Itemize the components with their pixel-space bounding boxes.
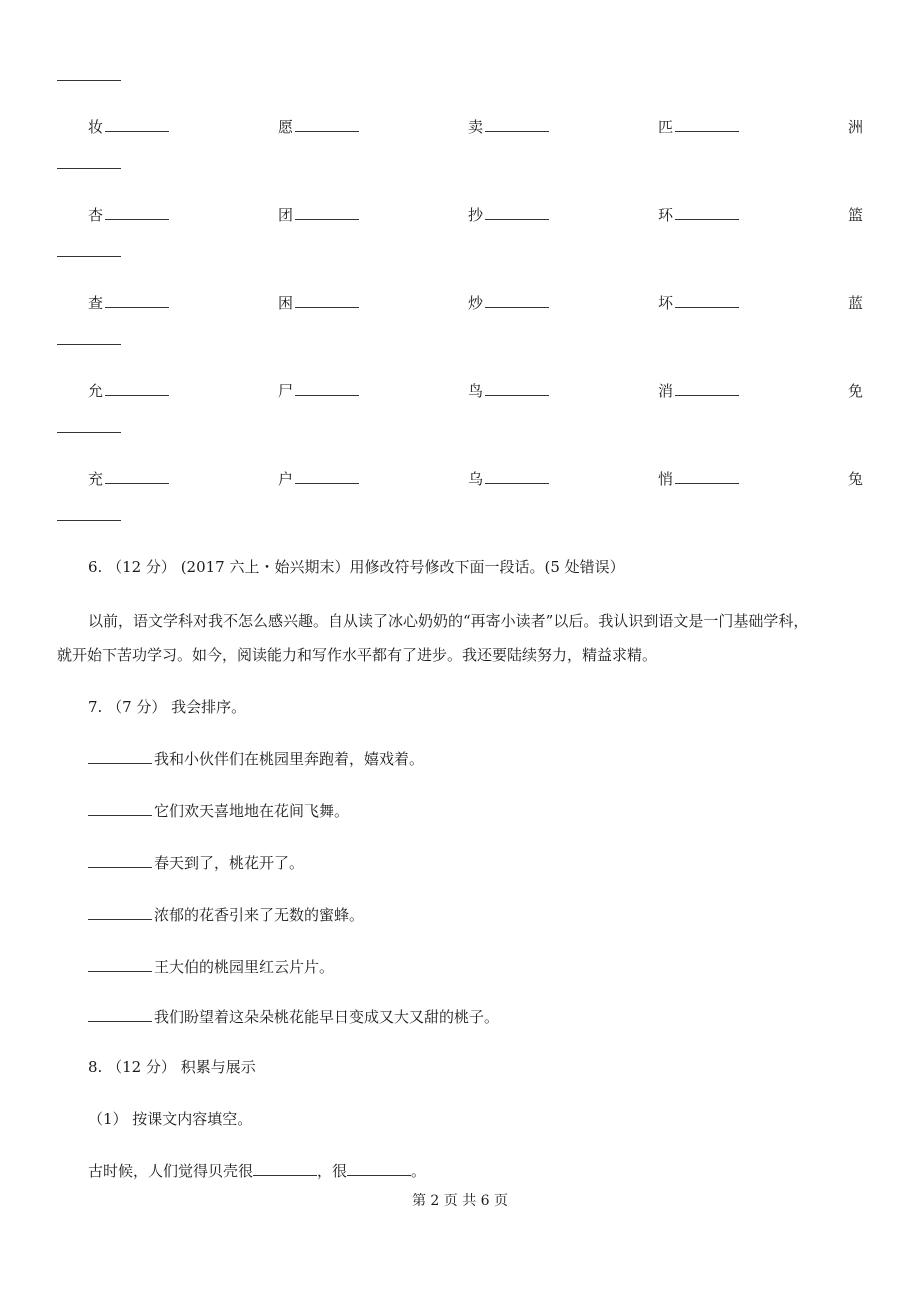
answer-blank[interactable] <box>105 218 169 220</box>
char-cell: 篮 <box>848 206 864 224</box>
order-blank[interactable] <box>88 970 152 972</box>
char-row-5 <box>0 468 920 490</box>
sequence-item: 春天到了，桃花开了。 <box>88 852 304 873</box>
answer-blank[interactable] <box>295 394 359 396</box>
answer-blank[interactable] <box>105 306 169 308</box>
order-blank[interactable] <box>88 762 152 764</box>
answer-blank[interactable] <box>675 218 739 220</box>
char-row-3 <box>0 292 920 314</box>
answer-blank[interactable] <box>57 168 121 169</box>
char-cell: 困 <box>278 292 359 313</box>
char-cell: 匹 <box>658 116 739 137</box>
q6-paragraph-line-1: 以前，语文学科对我不怎么感兴趣。自从读了冰心奶奶的“再寄小读者”以后。我认识到语文是一门基础学科， <box>88 612 809 630</box>
char-cell: 杏 <box>88 204 169 225</box>
answer-blank[interactable] <box>675 394 739 396</box>
char-cell: 兔 <box>848 470 864 488</box>
char-row-4 <box>0 380 920 402</box>
answer-blank[interactable] <box>105 130 169 132</box>
char-cell: 团 <box>278 204 359 225</box>
order-blank[interactable] <box>88 866 152 868</box>
answer-blank[interactable] <box>105 482 169 484</box>
question-6-header: 6. （12 分） (2017 六上・始兴期末）用修改符号修改下面一段话。(5 处错误） <box>88 558 625 576</box>
question-7-header: 7. （7 分） 我会排序。 <box>88 698 247 716</box>
answer-blank[interactable] <box>105 394 169 396</box>
char-cell: 悄 <box>658 468 739 489</box>
answer-blank[interactable] <box>485 394 549 396</box>
sequence-item: 我们盼望着这朵朵桃花能早日变成又大又甜的桃子。 <box>88 1006 499 1027</box>
answer-blank[interactable] <box>295 218 359 220</box>
sequence-item: 我和小伙伴们在桃园里奔跑着，嬉戏着。 <box>88 748 424 769</box>
answer-blank[interactable] <box>485 130 549 132</box>
char-cell: 炒 <box>468 292 549 313</box>
char-row-1 <box>0 116 920 138</box>
char-cell: 鸟 <box>468 380 549 401</box>
answer-blank[interactable] <box>675 306 739 308</box>
answer-blank[interactable] <box>347 1174 411 1176</box>
question-8-header: 8. （12 分） 积累与展示 <box>88 1058 256 1076</box>
answer-blank[interactable] <box>675 482 739 484</box>
q8-subquestion-1: （1） 按课文内容填空。 <box>88 1110 253 1128</box>
answer-blank[interactable] <box>295 482 359 484</box>
char-cell: 洲 <box>848 118 864 136</box>
order-blank[interactable] <box>88 814 152 816</box>
sequence-item: 浓郁的花香引来了无数的蜜蜂。 <box>88 904 364 925</box>
char-cell: 环 <box>658 204 739 225</box>
char-cell: 充 <box>88 468 169 489</box>
answer-blank[interactable] <box>295 306 359 308</box>
char-cell: 允 <box>88 380 169 401</box>
order-blank[interactable] <box>88 918 152 920</box>
answer-blank[interactable] <box>295 130 359 132</box>
char-cell: 妆 <box>88 116 169 137</box>
char-cell: 乌 <box>468 468 549 489</box>
answer-blank[interactable] <box>675 130 739 132</box>
char-cell: 消 <box>658 380 739 401</box>
q6-paragraph-line-2: 就开始下苦功学习。如今，阅读能力和写作水平都有了进步。我还要陆续努力，精益求精。 <box>57 646 658 664</box>
char-cell: 尸 <box>278 380 359 401</box>
char-cell: 蓝 <box>848 294 864 312</box>
answer-blank[interactable] <box>253 1174 317 1176</box>
page-number: 第 2 页 共 6 页 <box>411 1193 509 1209</box>
sequence-item: 它们欢天喜地地在花间飞舞。 <box>88 800 349 821</box>
answer-blank[interactable] <box>57 256 121 257</box>
char-row-2 <box>0 204 920 226</box>
char-cell: 愿 <box>278 116 359 137</box>
char-cell: 查 <box>88 292 169 313</box>
answer-blank[interactable] <box>57 432 121 433</box>
char-cell: 卖 <box>468 116 549 137</box>
leading-blank[interactable] <box>57 80 121 81</box>
char-cell: 抄 <box>468 204 549 225</box>
sequence-item: 王大伯的桃园里红云片片。 <box>88 956 334 977</box>
q8-fill-line: 古时候，人们觉得贝壳很 ，很 。 <box>88 1162 427 1180</box>
char-cell: 户 <box>278 468 359 489</box>
char-cell: 免 <box>848 382 864 400</box>
answer-blank[interactable] <box>57 520 121 521</box>
answer-blank[interactable] <box>485 218 549 220</box>
char-cell: 坏 <box>658 292 739 313</box>
answer-blank[interactable] <box>485 482 549 484</box>
answer-blank[interactable] <box>57 344 121 345</box>
answer-blank[interactable] <box>485 306 549 308</box>
order-blank[interactable] <box>88 1020 152 1022</box>
